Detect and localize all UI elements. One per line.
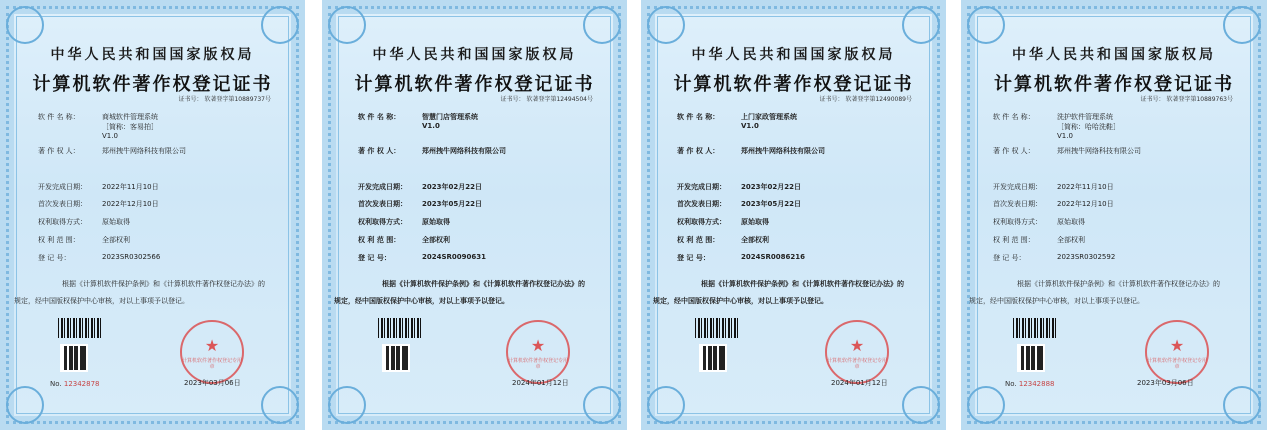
acquisition: 原始取得 xyxy=(102,218,130,226)
dev-date: 2023年02月22日 xyxy=(422,183,482,191)
registration-label: 登 记 号： xyxy=(358,254,391,262)
legal-basis-line-1: 根据《计算机软件保护条例》和《计算机软件著作权登记办法》的 xyxy=(62,280,265,288)
registration-row xyxy=(358,253,486,263)
pub-date-row xyxy=(993,199,1114,209)
acquisition: 原始取得 xyxy=(1057,218,1085,226)
pub-date: 2023年05月22日 xyxy=(422,200,482,208)
software-name-label: 软 件 名 称： xyxy=(38,113,80,121)
corner-ornament xyxy=(647,6,685,44)
legal-basis xyxy=(14,276,271,310)
corner-ornament xyxy=(902,386,940,424)
pub-date-row xyxy=(38,199,159,209)
corner-ornament xyxy=(967,6,1005,44)
owner: 郑州拽牛网络科技有限公司 xyxy=(1057,147,1141,155)
corner-ornament xyxy=(647,386,685,424)
corner-ornament xyxy=(1223,6,1261,44)
corner-ornament xyxy=(6,386,44,424)
legal-basis xyxy=(334,276,593,310)
dev-date: 2022年11月10日 xyxy=(102,183,159,191)
legal-basis-line-2: 规定，经中国版权保护中心审核，对以上事项予以登记。 xyxy=(969,297,1144,305)
scope: 全部权利 xyxy=(1057,236,1085,244)
software-name-row xyxy=(993,112,1120,140)
software-name: 商城软件管理系统 xyxy=(102,113,158,121)
acquisition-row xyxy=(358,217,450,227)
software-name: 上门家政管理系统 xyxy=(741,113,797,121)
certificate-1 xyxy=(0,0,305,430)
scope-row xyxy=(677,235,769,245)
seal-text: 计算机软件著作权登记专用章 xyxy=(827,358,888,370)
software-name: 智慧门店管理系统 xyxy=(422,113,478,121)
seal-star-icon: ★ xyxy=(849,336,865,355)
software-name-label: 软 件 名 称： xyxy=(358,113,401,121)
dev-date-label: 开发完成日期： xyxy=(358,183,407,191)
barcode xyxy=(695,318,739,338)
issue-date: 2023年03月06日 xyxy=(184,379,241,387)
legal-basis-line-2: 规定，经中国版权保护中心审核，对以上事项予以登记。 xyxy=(653,297,828,305)
pub-date-row xyxy=(677,199,801,209)
dev-date-label: 开发完成日期： xyxy=(993,183,1042,191)
version: V1.0 xyxy=(422,122,440,130)
certificate-frame xyxy=(641,0,946,430)
seal-text: 计算机软件著作权登记专用章 xyxy=(1147,358,1208,370)
corner-ornament xyxy=(261,386,299,424)
scope-row xyxy=(993,235,1085,245)
certificate-number: 证书号： 软著登字第10889763号 xyxy=(1140,96,1233,103)
owner-label: 著 作 权 人： xyxy=(993,147,1035,155)
issue-date: 2024年01月12日 xyxy=(831,379,888,387)
owner: 郑州拽牛网络科技有限公司 xyxy=(741,147,825,155)
registration-number: 2024SR0086216 xyxy=(741,253,806,261)
qr-code xyxy=(1019,346,1043,370)
scope-label: 权 利 范 围： xyxy=(38,236,80,244)
certificate-title: 计算机软件著作权登记证书 xyxy=(354,74,595,95)
certificate-2 xyxy=(322,0,627,430)
barcode xyxy=(58,318,102,338)
scope-label: 权 利 范 围： xyxy=(677,236,720,244)
acquisition-label: 权利取得方式： xyxy=(38,218,87,226)
official-seal xyxy=(506,320,570,384)
software-name-row xyxy=(677,112,797,130)
acquisition-label: 权利取得方式： xyxy=(993,218,1042,226)
scope: 全部权利 xyxy=(422,236,450,244)
owner-row xyxy=(358,146,506,156)
corner-ornament xyxy=(328,6,366,44)
seal-star-icon: ★ xyxy=(1169,336,1185,355)
dev-date-row xyxy=(677,182,801,192)
seal-star-icon: ★ xyxy=(204,336,220,355)
pub-date-label: 首次发表日期： xyxy=(38,200,87,208)
pub-date: 2022年12月10日 xyxy=(1057,200,1114,208)
certificate-3 xyxy=(641,0,946,430)
certificate-title: 计算机软件著作权登记证书 xyxy=(32,74,273,95)
owner-label: 著 作 权 人： xyxy=(38,147,80,155)
corner-ornament xyxy=(583,386,621,424)
corner-ornament xyxy=(328,386,366,424)
pub-date-label: 首次发表日期： xyxy=(677,200,726,208)
legal-basis xyxy=(969,276,1233,310)
scope-label: 权 利 范 围： xyxy=(358,236,401,244)
acquisition-row xyxy=(993,217,1085,227)
official-seal xyxy=(825,320,889,384)
certificate-title: 计算机软件著作权登记证书 xyxy=(673,74,914,95)
acquisition-row xyxy=(677,217,769,227)
acquisition-label: 权利取得方式： xyxy=(677,218,726,226)
short-name: ［简称：客易拍］ xyxy=(102,123,158,131)
scope-row xyxy=(38,235,130,245)
owner-row xyxy=(677,146,825,156)
scope: 全部权利 xyxy=(741,236,769,244)
acquisition: 原始取得 xyxy=(422,218,450,226)
scope-label: 权 利 范 围： xyxy=(993,236,1035,244)
issue-date: 2023年03月06日 xyxy=(1137,379,1194,387)
registration-label: 登 记 号： xyxy=(38,254,71,262)
software-name-label: 软 件 名 称： xyxy=(993,113,1035,121)
dev-date-row xyxy=(38,182,159,192)
pub-date: 2022年12月10日 xyxy=(102,200,159,208)
seal-text: 计算机软件著作权登记专用章 xyxy=(508,358,569,370)
seal-star-icon: ★ xyxy=(530,336,546,355)
corner-ornament xyxy=(6,6,44,44)
owner-row xyxy=(38,146,186,156)
legal-basis-line-2: 规定，经中国版权保护中心审核，对以上事项予以登记。 xyxy=(334,297,509,305)
legal-basis-line-1: 根据《计算机软件保护条例》和《计算机软件著作权登记办法》的 xyxy=(701,280,904,288)
dev-date: 2022年11月10日 xyxy=(1057,183,1114,191)
version: V1.0 xyxy=(741,122,759,130)
certificate-number: 证书号： 软著登字第12490089号 xyxy=(819,96,912,103)
legal-basis-line-1: 根据《计算机软件保护条例》和《计算机软件著作权登记办法》的 xyxy=(1017,280,1220,288)
issue-date: 2024年01月12日 xyxy=(512,379,569,387)
pub-date-label: 首次发表日期： xyxy=(358,200,407,208)
scope: 全部权利 xyxy=(102,236,130,244)
pub-date-row xyxy=(358,199,482,209)
pub-date: 2023年05月22日 xyxy=(741,200,801,208)
certificate-frame xyxy=(322,0,627,430)
official-seal xyxy=(180,320,244,384)
owner: 郑州拽牛网络科技有限公司 xyxy=(102,147,186,155)
owner-row xyxy=(993,146,1141,156)
dev-date-row xyxy=(358,182,482,192)
legal-basis xyxy=(653,276,912,310)
issuer-header: 中华人民共和国国家版权局 xyxy=(372,47,577,63)
barcode xyxy=(378,318,422,338)
pub-date-label: 首次发表日期： xyxy=(993,200,1042,208)
owner: 郑州拽牛网络科技有限公司 xyxy=(422,147,506,155)
corner-ornament xyxy=(583,6,621,44)
acquisition-label: 权利取得方式： xyxy=(358,218,407,226)
dev-date-row xyxy=(993,182,1114,192)
certificate-title: 计算机软件著作权登记证书 xyxy=(994,74,1234,95)
owner-label: 著 作 权 人： xyxy=(358,147,401,155)
corner-ornament xyxy=(1223,386,1261,424)
registration-number: 2023SR0302566 xyxy=(102,253,161,261)
issuer-header: 中华人民共和国国家版权局 xyxy=(50,47,255,63)
acquisition: 原始取得 xyxy=(741,218,769,226)
official-seal xyxy=(1145,320,1209,384)
seal-text: 计算机软件著作权登记专用章 xyxy=(182,358,243,370)
version: V1.0 xyxy=(102,132,118,140)
dev-date-label: 开发完成日期： xyxy=(677,183,726,191)
registration-row xyxy=(993,253,1115,263)
qr-code xyxy=(62,346,86,370)
owner-label: 著 作 权 人： xyxy=(677,147,720,155)
short-name: ［简称：哈哈洗鞋］ xyxy=(1057,123,1120,131)
legal-basis-line-2: 规定，经中国版权保护中心审核，对以上事项予以登记。 xyxy=(14,297,189,305)
corner-ornament xyxy=(261,6,299,44)
qr-code xyxy=(384,346,408,370)
dev-date-label: 开发完成日期： xyxy=(38,183,87,191)
certificate-frame xyxy=(0,0,305,430)
registration-row xyxy=(677,253,805,263)
issuer-header: 中华人民共和国国家版权局 xyxy=(1012,47,1216,63)
software-name: 洗护软件管理系统 xyxy=(1057,113,1113,121)
registration-row xyxy=(38,253,160,263)
legal-basis-line-1: 根据《计算机软件保护条例》和《计算机软件著作权登记办法》的 xyxy=(382,280,585,288)
software-name-label: 软 件 名 称： xyxy=(677,113,720,121)
corner-ornament xyxy=(902,6,940,44)
scope-row xyxy=(358,235,450,245)
registration-number: 2024SR0090631 xyxy=(422,253,487,261)
registration-label: 登 记 号： xyxy=(993,254,1026,262)
barcode xyxy=(1013,318,1057,338)
certificate-4 xyxy=(961,0,1267,430)
registration-number: 2023SR0302592 xyxy=(1057,253,1116,261)
acquisition-row xyxy=(38,217,130,227)
serial-number: No. 12342888 xyxy=(1005,380,1055,388)
qr-code xyxy=(701,346,725,370)
software-name-row xyxy=(38,112,158,140)
issuer-header: 中华人民共和国国家版权局 xyxy=(691,47,896,63)
serial-number: No. 12342878 xyxy=(50,380,100,388)
software-name-row xyxy=(358,112,478,130)
corner-ornament xyxy=(967,386,1005,424)
version: V1.0 xyxy=(1057,132,1073,140)
dev-date: 2023年02月22日 xyxy=(741,183,801,191)
certificate-number: 证书号： 软著登字第10889737号 xyxy=(178,96,271,103)
registration-label: 登 记 号： xyxy=(677,254,710,262)
certificate-number: 证书号： 软著登字第12494504号 xyxy=(500,96,593,103)
certificate-frame xyxy=(961,0,1267,430)
